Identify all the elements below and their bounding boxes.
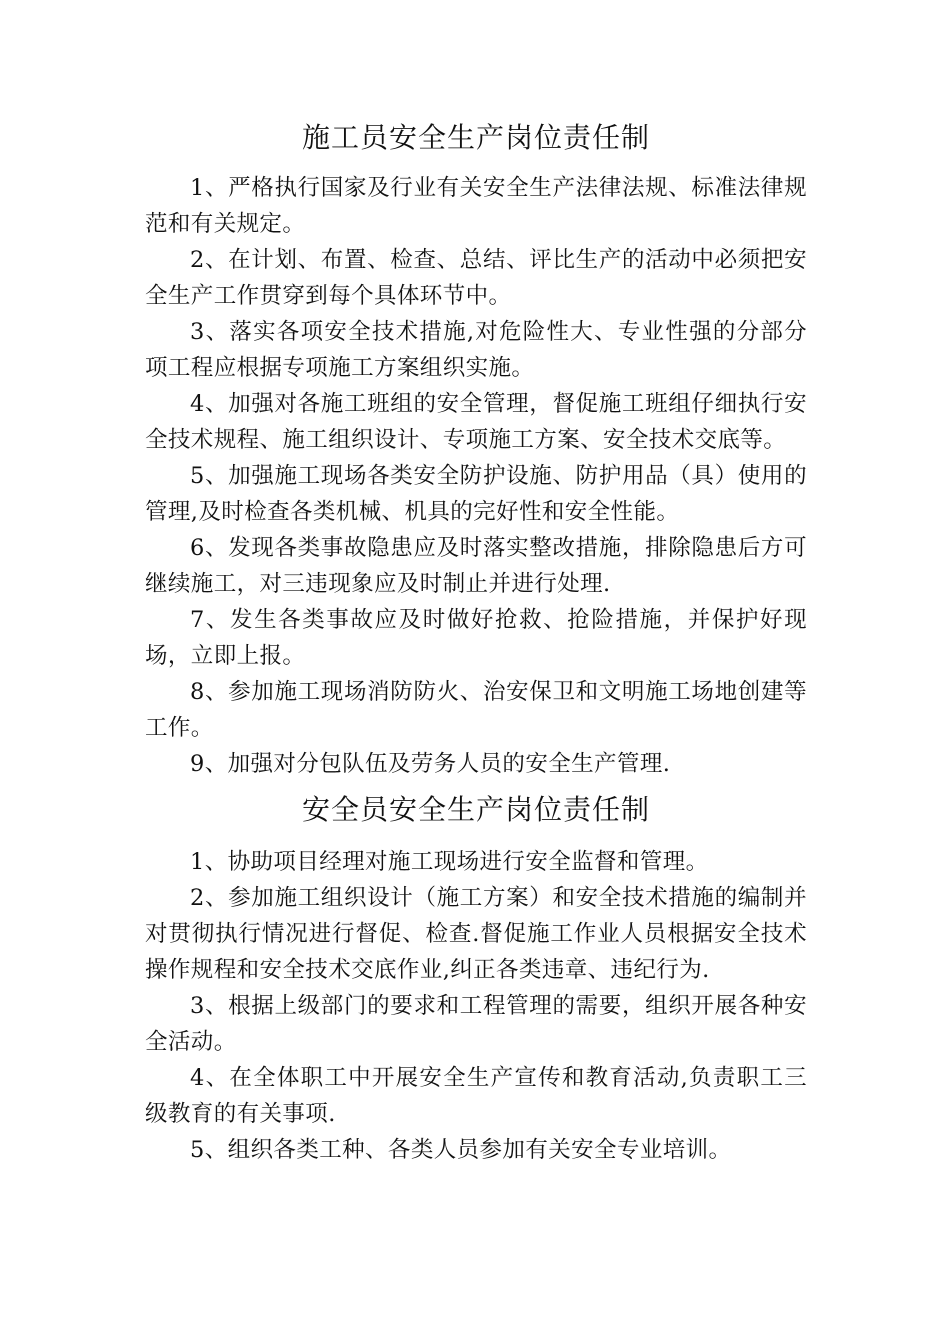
list-item: 8、参加施工现场消防防火、治安保卫和文明施工场地创建等工作。 [145, 679, 807, 741]
list-item: 5、加强施工现场各类安全防护设施、防护用品（具）使用的管理,及时检查各类机械、机具的完好性和安全性能。 [145, 463, 807, 525]
list-item: 9、加强对分包队伍及劳务人员的安全生产管理. [190, 751, 671, 777]
list-item: 6、发现各类事故隐患应及时落实整改措施，排除隐患后方可继续施工，对三违现象应及时制止并进行处理. [145, 535, 807, 597]
list-item: 4、加强对各施工班组的安全管理，督促施工班组仔细执行安全技术规程、施工组织设计、专项施工方案、安全技术交底等。 [145, 391, 807, 453]
section-title-construction-worker: 施工员安全生产岗位责任制 [301, 121, 650, 154]
section-construction-worker-list [145, 170, 807, 782]
list-item: 4、在全体职工中开展安全生产宣传和教育活动,负责职工三级教育的有关事项. [145, 1065, 807, 1127]
list-item: 2、参加施工组织设计（施工方案）和安全技术措施的编制并对贯彻执行情况进行督促、检查.督促施工作业人员根据安全技术操作规程和安全技术交底作业,纠正各类违章、违纪行为. [145, 885, 807, 983]
list-item: 2、在计划、布置、检查、总结、评比生产的活动中必须把安全生产工作贯穿到每个具体环节中。 [145, 247, 807, 309]
list-item: 3、根据上级部门的要求和工程管理的需要，组织开展各种安全活动。 [145, 993, 807, 1055]
list-item: 3、落实各项安全技术措施,对危险性大、专业性强的分部分项工程应根据专项施工方案组织实施。 [145, 319, 807, 381]
list-item: 1、严格执行国家及行业有关安全生产法律法规、标准法律规范和有关规定。 [145, 175, 807, 237]
section-title-safety-officer: 安全员安全生产岗位责任制 [301, 793, 650, 826]
list-item: 1、协助项目经理对施工现场进行安全监督和管理。 [190, 849, 709, 875]
list-item: 5、组织各类工种、各类人员参加有关安全专业培训。 [190, 1137, 732, 1163]
section-safety-officer-list [145, 844, 807, 1168]
list-item: 7、发生各类事故应及时做好抢救、抢险措施，并保护好现场，立即上报。 [145, 607, 807, 669]
document-page [145, 118, 807, 1168]
